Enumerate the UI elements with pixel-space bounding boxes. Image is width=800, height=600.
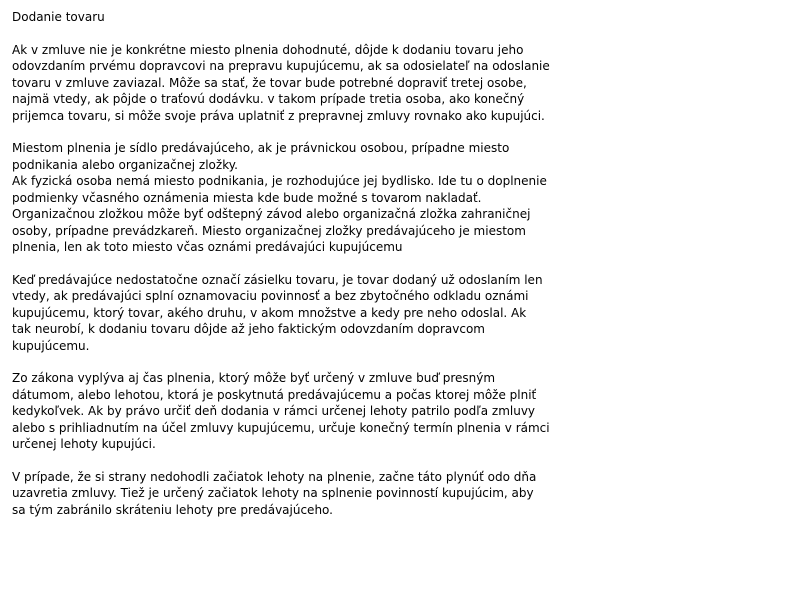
paragraph-time-of-performance: Zo zákona vyplýva aj čas plnenia, ktorý môže byť určený v zmluve buď presným dátumom, alebo lehotou, ktorá je poskytnutá predávajúcemu a počas ktorej môže plniť kedykoľvek. Ak by právo určiť deň dodania v rámci určenej lehoty patrilo podľa zmluvy alebo s prihliadnutím na účel zmluvy kupujúcemu, určuje konečný termín plnenia v rámci určenej lehoty kupujúci. <box>12 371 550 451</box>
document-title: Dodanie tovaru <box>12 10 105 24</box>
paragraph-place-of-performance: Miestom plnenia je sídlo predávajúceho, ak je právnickou osobou, prípadne miesto podnikania alebo organizačnej zložky. Ak fyzická osoba nemá miesto podnikania, je rozhodujúce jej bydlisko. Ide tu o doplnenie podmienky včasného oznámenia miesta kde bude možné s tovarom nakladať. Organizačnou zložkou môže byť odštepný závod alebo organizačná zložka zahraničnej osoby, prípadne prevádzkareň. Miesto organizačnej zložky predávajúceho je miestom plnenia, len ak toto miesto včas oznámi predávajúci kupujúcemu <box>12 141 547 254</box>
paragraph-delivery-place: Ak v zmluve nie je konkrétne miesto plnenia dohodnuté, dôjde k dodaniu tovaru jeho odovzdaním prvému dopravcovi na prepravu kupujúcemu, ak sa odosielateľ na odoslanie tovaru v zmluve zaviazal. Môže sa stať, že tovar bude potrebné dopraviť tretej osobe, najmä vtedy, ak pôjde o traťovú dodávku. v takom prípade tretia osoba, ako konečný prijemca tovaru, si môže svoje práva uplatniť z prepravnej zmluvy rovnako ako kupujúci. <box>12 42 550 123</box>
paragraph-deadline-start: V prípade, že si strany nedohodli začiatok lehoty na plnenie, začne táto plynúť odo dňa uzavretia zmluvy. Tiež je určený začiatok lehoty na splnenie povinností kupujúcim, aby sa tým zabránilo skráteniu lehoty pre predávajúceho. <box>12 469 537 517</box>
paragraph-shipment-marking: Keď predávajúce nedostatočne označí zásielku tovaru, je tovar dodaný už odoslaním len vtedy, ak predávajúci splní oznamovaciu povinnosť a bez zbytočného odkladu oznámi kupujúcemu, ktorý tovar, akého druhu, v akom množstve a kedy pre neho odoslal. Ak tak neurobí, k dodaniu tovaru dôjde až jeho faktickým odovzdaním dopravcom kupujúcemu. <box>12 272 543 353</box>
document-body <box>12 9 622 534</box>
